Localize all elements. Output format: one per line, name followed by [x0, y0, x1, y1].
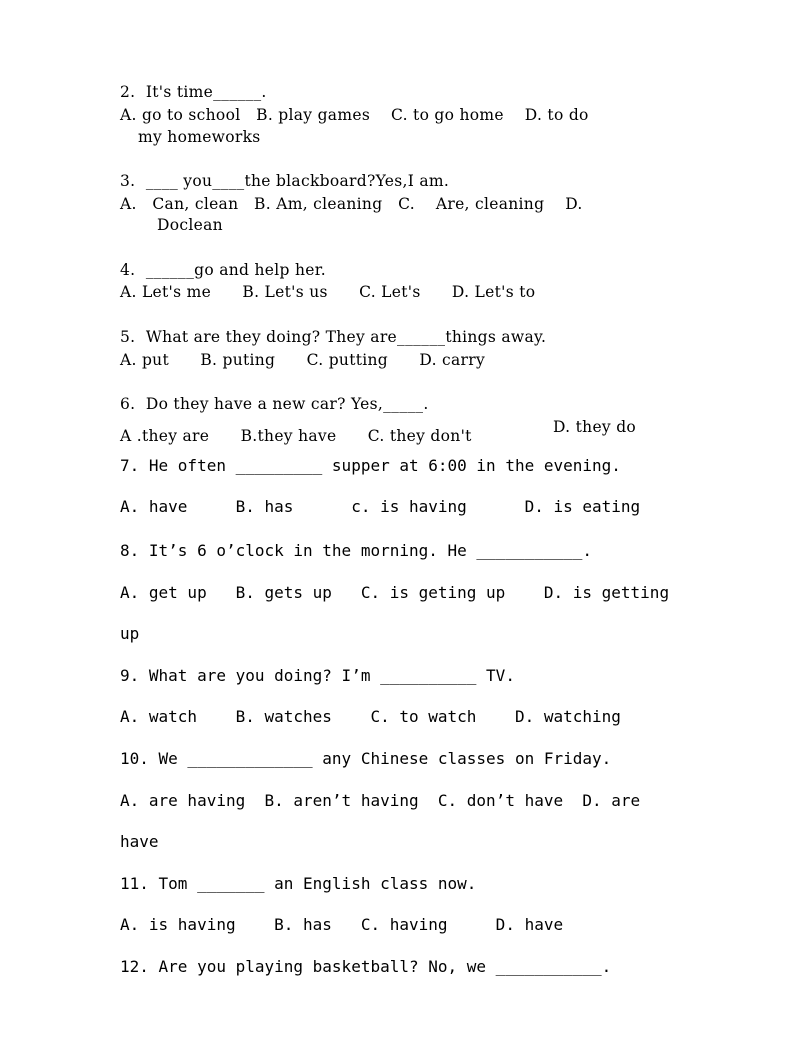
question-3-options-continued: Doclean: [157, 216, 223, 234]
question-6-option-d: D. they do: [553, 418, 637, 436]
question-10-stem: 10. We _____________ any Chinese classes on Friday.: [120, 749, 612, 768]
question-12-stem: 12. Are you playing basketball? No, we ___________.: [120, 957, 612, 976]
question-6-stem: 6. Do they have a new car? Yes,_____.: [120, 395, 429, 413]
question-10-options-continued: have: [120, 832, 159, 851]
question-4-options: A. Let's me B. Let's us C. Let's D. Let's to: [120, 283, 536, 301]
question-7-options: A. have B. has c. is having D. is eating: [120, 497, 641, 516]
question-10-options: A. are having B. aren’t having C. don’t have D. are: [120, 791, 641, 810]
question-8-options: A. get up B. gets up C. is geting up D. is getting: [120, 583, 670, 602]
question-2-stem: 2. It's time______.: [120, 83, 267, 101]
question-2-options-continued: my homeworks: [138, 128, 261, 146]
question-9-options: A. watch B. watches C. to watch D. watching: [120, 707, 621, 726]
question-5-stem: 5. What are they doing? They are______things away.: [120, 328, 547, 346]
question-8-options-continued: up: [120, 624, 140, 643]
question-11-options: A. is having B. has C. having D. have: [120, 915, 564, 934]
question-7-stem: 7. He often _________ supper at 6:00 in the evening.: [120, 456, 621, 475]
question-4-stem: 4. ______go and help her.: [120, 261, 326, 279]
question-5-options: A. put B. puting C. putting D. carry: [120, 351, 486, 369]
question-6-options: A .they are B.they have C. they don't: [120, 427, 472, 445]
question-2-options: A. go to school B. play games C. to go home D. to do: [120, 106, 589, 124]
question-3-options: A. Can, clean B. Am, cleaning C. Are, cleaning D.: [120, 195, 583, 213]
question-3-stem: 3. ____ you____the blackboard?Yes,I am.: [120, 172, 450, 190]
question-8-stem: 8. It’s 6 o’clock in the morning. He ___________.: [120, 541, 593, 560]
question-11-stem: 11. Tom _______ an English class now.: [120, 874, 477, 893]
question-9-stem: 9. What are you doing? I’m __________ TV.: [120, 666, 515, 685]
